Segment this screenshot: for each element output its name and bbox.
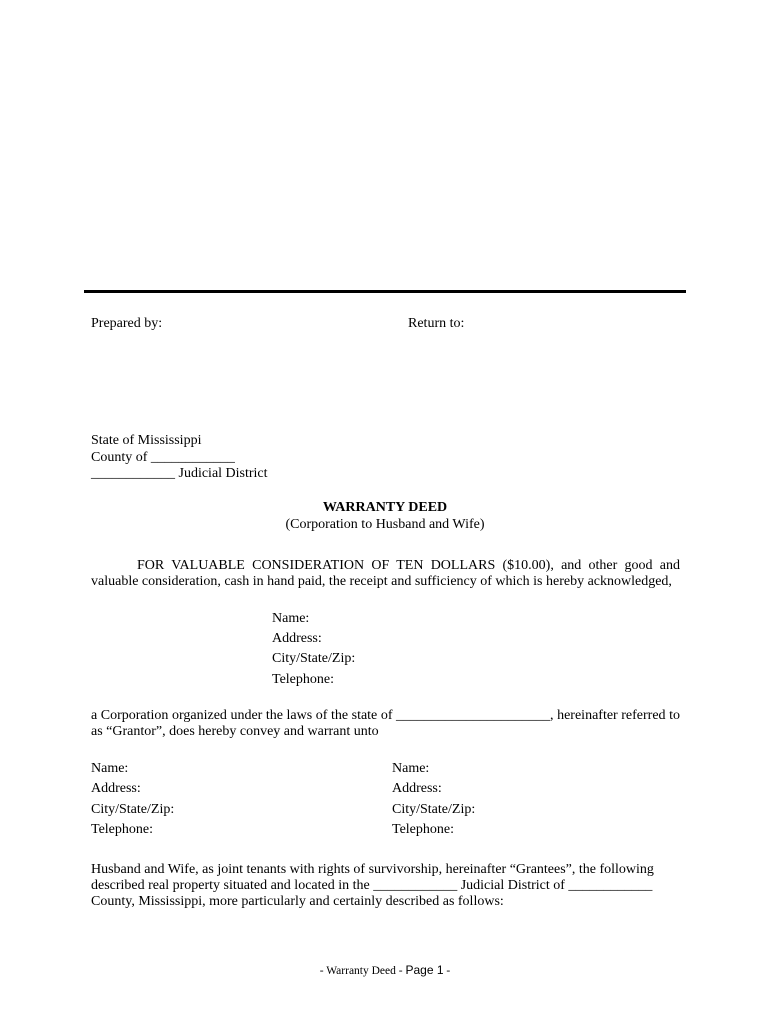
- grantee2-name-label: Name:: [392, 761, 430, 776]
- consideration-line-1: FOR VALUABLE CONSIDERATION OF TEN DOLLARS ($10.00), and other good and: [137, 558, 680, 573]
- grantee1-address-label: Address:: [91, 781, 141, 796]
- document-title: WARRANTY DEED: [322, 500, 448, 515]
- grantee1-telephone-label: Telephone:: [91, 822, 153, 837]
- prepared-by-label: Prepared by:: [91, 316, 163, 331]
- grantee1-city-label: City/State/Zip:: [91, 802, 175, 817]
- grantor-city-label: City/State/Zip:: [272, 651, 356, 666]
- footer-suffix: -: [443, 965, 451, 977]
- footer-page-number: Page 1: [405, 963, 444, 977]
- page-footer: [0, 963, 770, 977]
- grantee2-city-label: City/State/Zip:: [392, 802, 476, 817]
- state-line: State of Mississippi: [91, 433, 202, 448]
- county-line: County of ____________: [91, 450, 235, 465]
- return-to-label: Return to:: [408, 316, 465, 331]
- document-subtitle: (Corporation to Husband and Wife): [285, 517, 485, 532]
- footer-prefix: - Warranty Deed -: [319, 965, 406, 977]
- judicial-district-line: ____________ Judicial District: [91, 466, 268, 481]
- grantee2-address-label: Address:: [392, 781, 442, 796]
- grantees-clause-line-1: Husband and Wife, as joint tenants with rights of survivorship, hereinafter “Grantees”, the following: [91, 862, 654, 877]
- grantor-clause-line-1: a Corporation organized under the laws of the state of ______________________, hereinafter referred to: [91, 708, 680, 723]
- grantee2-telephone-label: Telephone:: [392, 822, 454, 837]
- grantee1-name-label: Name:: [91, 761, 129, 776]
- grantees-clause-line-3: County, Mississippi, more particularly and certainly described as follows:: [91, 894, 504, 909]
- grantor-telephone-label: Telephone:: [272, 672, 334, 687]
- top-horizontal-rule: [84, 290, 686, 293]
- grantor-address-label: Address:: [272, 631, 322, 646]
- grantor-clause-line-2: as “Grantor”, does hereby convey and warrant unto: [91, 724, 379, 739]
- grantor-name-label: Name:: [272, 611, 310, 626]
- grantees-clause-line-2: described real property situated and located in the ____________ Judicial District of ____________: [91, 878, 653, 893]
- consideration-line-2: valuable consideration, cash in hand paid, the receipt and sufficiency of which is hereby acknowledged,: [91, 574, 672, 589]
